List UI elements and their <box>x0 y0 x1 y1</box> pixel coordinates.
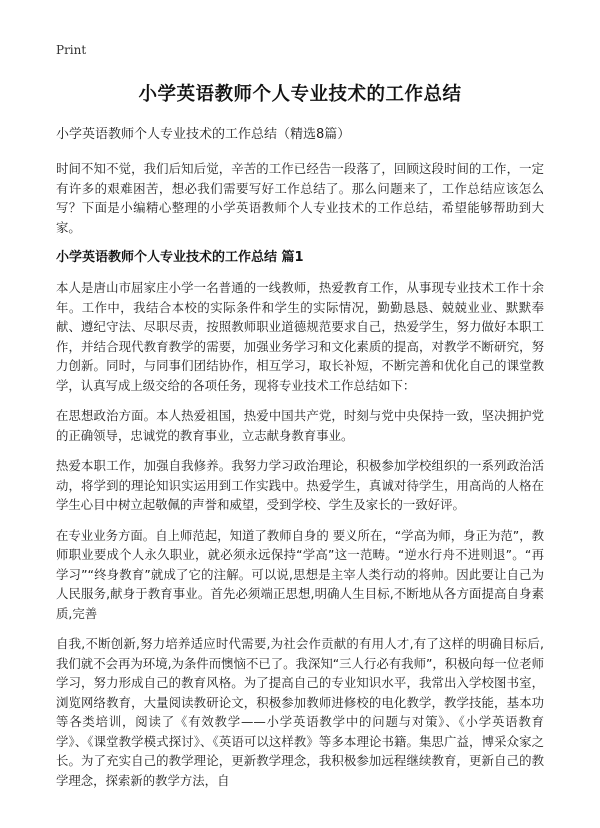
body-paragraph: 本人是唐山市屈家庄小学一名普通的一线教师，热爱教育工作，从事现专业技术工作十余年。工作中，我结合本校的实际条件和学生的实际情况，勤勤恳恳、兢兢业业、默默奉献、遵纪守法、尽职尽责，按照教师职业道德规范要求自己，热爱学生，努力做好本职工作，并结合现代教育教学的需要，加强业务学习和文化素质的提高，对教学不断研究，努力创新。同时，与同事们团结协作，相互学习，取长补短，不断完善和优化自己的课堂教学，认真写成上级交给的各项任务，现将专业技术工作总结如下： <box>56 280 544 393</box>
body-paragraph: 热爱本职工作，加强自我修养。我努力学习政治理论，积极参加学校组织的一系列政治活动，将学到的理论知识实运用到工作实践中。热爱学生，真诚对待学生，用高尚的人格在学生心目中树立起敬佩的声誉和威望，受到学校、学生及家长的一致好评。 <box>56 458 544 512</box>
body-paragraph: 在思想政治方面。本人热爱祖国，热爱中国共产党，时刻与党中央保持一致，坚决拥护党的正确领导，忠诚党的教育事业，立志献身教育事业。 <box>56 408 544 443</box>
document-title: 小学英语教师个人专业技术的工作总结 <box>138 84 462 105</box>
section-heading: 小学英语教师个人专业技术的工作总结 篇1 <box>56 250 304 265</box>
body-paragraph: 自我,不断创新,努力培养适应时代需要,为社会作贡献的有用人才,有了这样的明确目标后,我们就不会再为环境,为条件而懊恼不已了。我深知“三人行必有我师”，积极向每一位老师学习，努力形成自己的教育风格。为了提高自己的专业知识水平，我常出入学校图书室，浏览网络教育，大量阅读教研论文，积极参加教师进修校的电化教学，教学技能，基本功等各类培训，阅读了《有效教学——小学英语教学中的问题与对策》、《小学英语教育学》、《课堂教学模式探讨》、《英语可以这样教》等多本理论书籍。集思广益，博采众家之长。为了充实自己的教学理论，更新教学理念，我积极参加远程继续教育，更新自己的教学理念，探索新的教学方法，自 <box>56 636 544 788</box>
print-label[interactable]: Print <box>56 43 87 57</box>
body-paragraph: 在专业业务方面。自上师范起，知道了教师自身的 要义所在，“学高为师，身正为范”，教师职业要成个人永久职业，就必须永远保持“学高”这一范畴。“逆水行舟不进则退”。“再学习”“终身教育”就成了它的注解。可以说,思想是主宰人类行动的将帅。因此要让自己为人民服务,献身于教育事业。首先必须端正思想,明确人生目标,不断地从各方面提高自身素质,完善 <box>56 527 544 621</box>
document-subtitle: 小学英语教师个人专业技术的工作总结（精选8篇） <box>56 127 351 142</box>
intro-paragraph: 时间不知不觉，我们后知后觉，辛苦的工作已经告一段落了，回顾这段时间的工作，一定有许多的艰难困苦，想必我们需要写好工作总结了。那么问题来了，工作总结应该怎么写？下面是小编精心整理的小学英语教师个人专业技术的工作总结，希望能够帮助到大家。 <box>56 161 544 235</box>
